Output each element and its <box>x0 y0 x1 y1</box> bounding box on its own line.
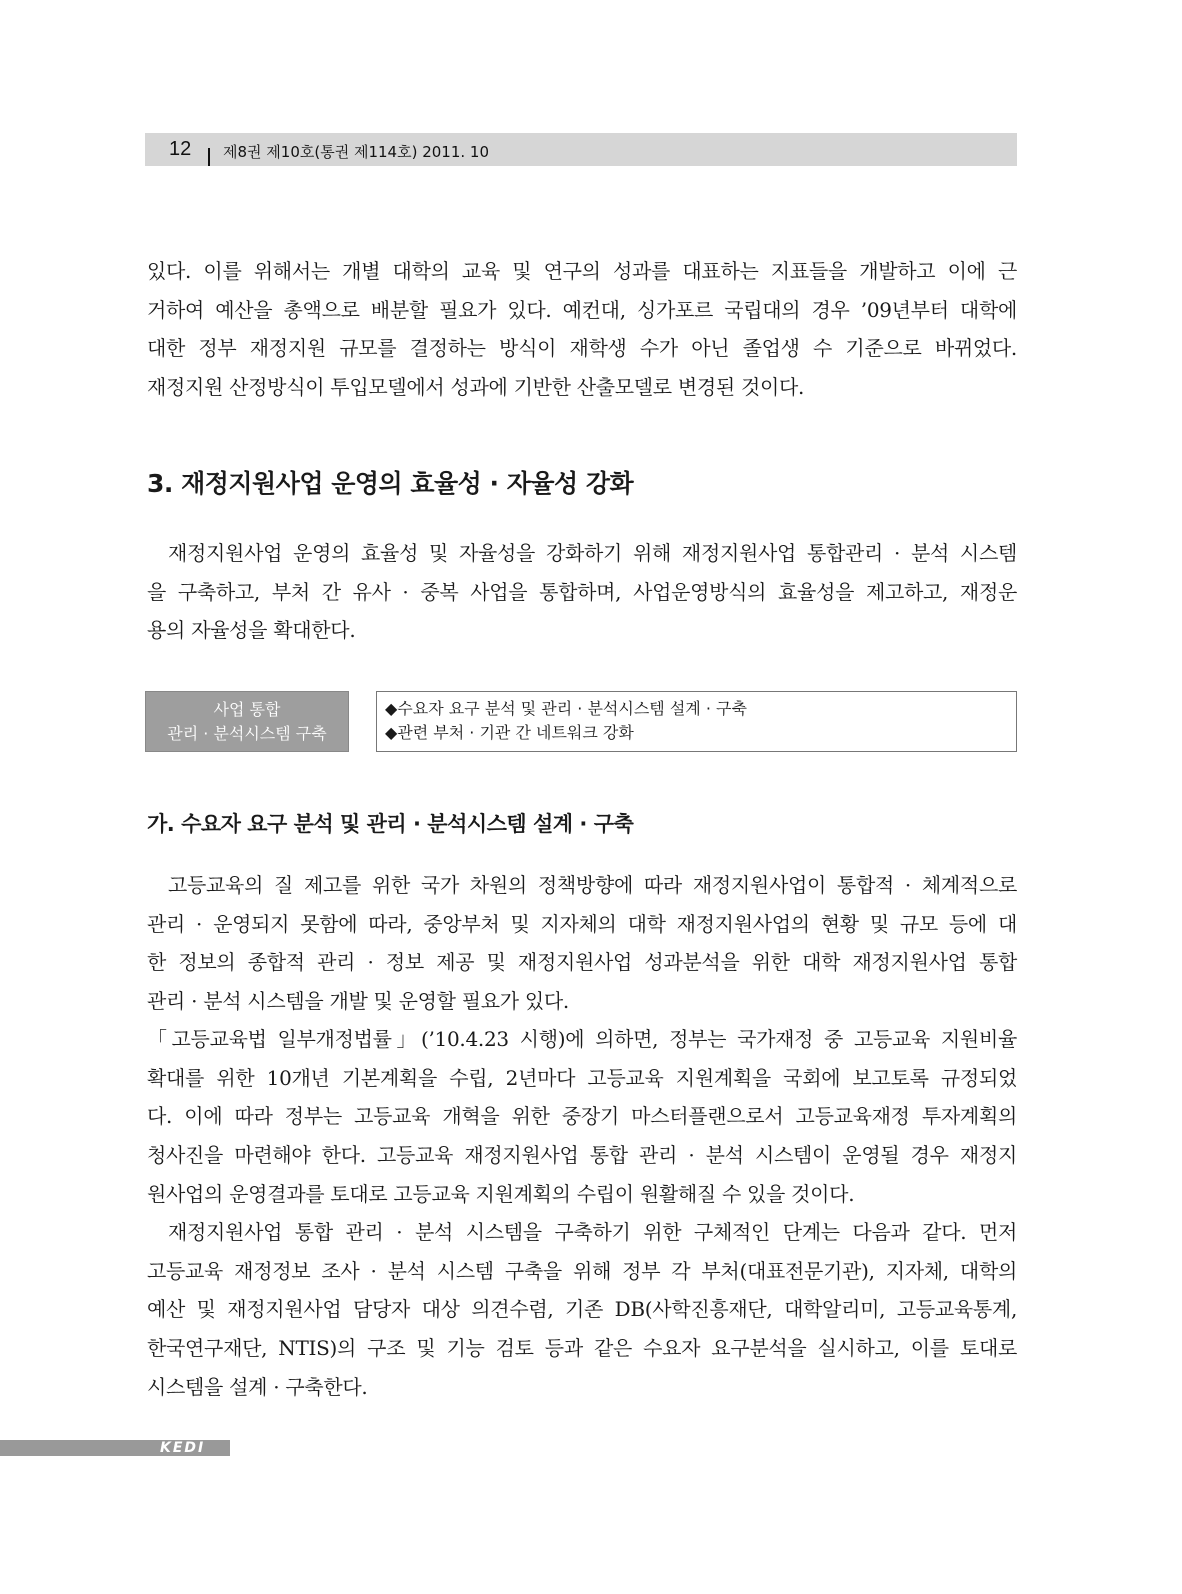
header-divider <box>208 148 210 166</box>
subsection-title: 가. 수요자 요구 분석 및 관리 · 분석시스템 설계 · 구축 <box>147 812 634 836</box>
paragraph-line: 다. 이에 따라 정부는 고등교육 개혁을 위한 중장기 마스터플랜으로서 고등교육재정 투자계획의 <box>147 1104 1017 1129</box>
paragraph-line: 원사업의 운영결과를 토대로 고등교육 지원계획의 수립이 원활해질 수 있을 것이다. <box>147 1181 855 1206</box>
paragraph-line: 재정지원사업 운영의 효율성 및 자율성을 강화하기 위해 재정지원사업 통합관리 · 분석 시스템 <box>168 541 1017 565</box>
paragraph-line: 재정지원사업 통합 관리 · 분석 시스템을 구축하기 위한 구체적인 단계는 다음과 같다. 먼저 <box>168 1220 1017 1244</box>
summary-box-label <box>145 691 349 752</box>
summary-box-items <box>376 691 1017 752</box>
page-number: 12 <box>169 138 192 160</box>
paragraph-line: 시스템을 설계 · 구축한다. <box>147 1374 368 1399</box>
paragraph-line: 청사진을 마련해야 한다. 고등교육 재정지원사업 통합 관리 · 분석 시스템이 운영될 경우 재정지 <box>147 1143 1017 1168</box>
running-header <box>145 133 1017 166</box>
paragraph-line: 용의 자율성을 확대한다. <box>147 618 356 643</box>
paragraph-line: 관리 · 분석 시스템을 개발 및 운영할 필요가 있다. <box>147 989 569 1014</box>
paragraph-line: 거하여 예산을 총액으로 배분할 필요가 있다. 예컨대, 싱가포르 국립대의 경우 ’09년부터 대학에 <box>147 297 1017 322</box>
paragraph-line: 「고등교육법 일부개정법률」(’10.4.23 시행)에 의하면, 정부는 국가재정 중 고등교육 지원비율 <box>147 1027 1017 1051</box>
paragraph-line: 재정지원 산정방식이 투입모델에서 성과에 기반한 산출모델로 변경된 것이다. <box>147 375 805 400</box>
paragraph-line: 확대를 위한 10개년 기본계획을 수립, 2년마다 고등교육 지원계획을 국회에 보고토록 규정되었 <box>147 1065 1017 1090</box>
summary-label-line: 사업 통합 <box>213 700 281 719</box>
paragraph-line: 한국연구재단, NTIS)의 구조 및 기능 검토 등과 같은 수요자 요구분석을 실시하고, 이를 토대로 <box>147 1336 1017 1361</box>
paragraph-line: 한 정보의 종합적 관리 · 정보 제공 및 재정지원사업 성과분석을 위한 대학 재정지원사업 통합 <box>147 950 1017 975</box>
summary-item: ◆수요자 요구 분석 및 관리 · 분석시스템 설계 · 구축 <box>385 699 747 718</box>
paragraph-line: 예산 및 재정지원사업 담당자 대상 의견수렴, 기존 DB(사학진흥재단, 대학알리미, 고등교육통계, <box>147 1297 1017 1322</box>
issue-info: 제8권 제10호(통권 제114호) 2011. 10 <box>223 143 489 161</box>
paragraph-line: 있다. 이를 위해서는 개별 대학의 교육 및 연구의 성과를 대표하는 지표들을 개발하고 이에 근 <box>147 259 1017 283</box>
paragraph-line: 을 구축하고, 부처 간 유사 · 중복 사업을 통합하며, 사업운영방식의 효율성을 제고하고, 재정운 <box>147 579 1017 604</box>
kedi-logo: KEDI <box>160 1440 206 1456</box>
paragraph-line: 고등교육 재정정보 조사 · 분석 시스템 구축을 위해 정부 각 부처(대표전문기관), 지자체, 대학의 <box>147 1258 1017 1283</box>
footer-logo-bar <box>0 1440 230 1456</box>
paragraph-line: 고등교육의 질 제고를 위한 국가 차원의 정책방향에 따라 재정지원사업이 통합적 · 체계적으로 <box>168 873 1017 897</box>
paragraph-line: 관리 · 운영되지 못함에 따라, 중앙부처 및 지자체의 대학 재정지원사업의 현황 및 규모 등에 대 <box>147 911 1017 936</box>
summary-item: ◆관련 부처 · 기관 간 네트워크 강화 <box>385 723 634 742</box>
summary-label-line: 관리 · 분석시스템 구축 <box>167 724 327 743</box>
paragraph-line: 대한 정부 재정지원 규모를 결정하는 방식이 재학생 수가 아닌 졸업생 수 기준으로 바뀌었다. <box>147 336 1017 361</box>
section-title: 3. 재정지원사업 운영의 효율성 · 자율성 강화 <box>147 469 634 498</box>
